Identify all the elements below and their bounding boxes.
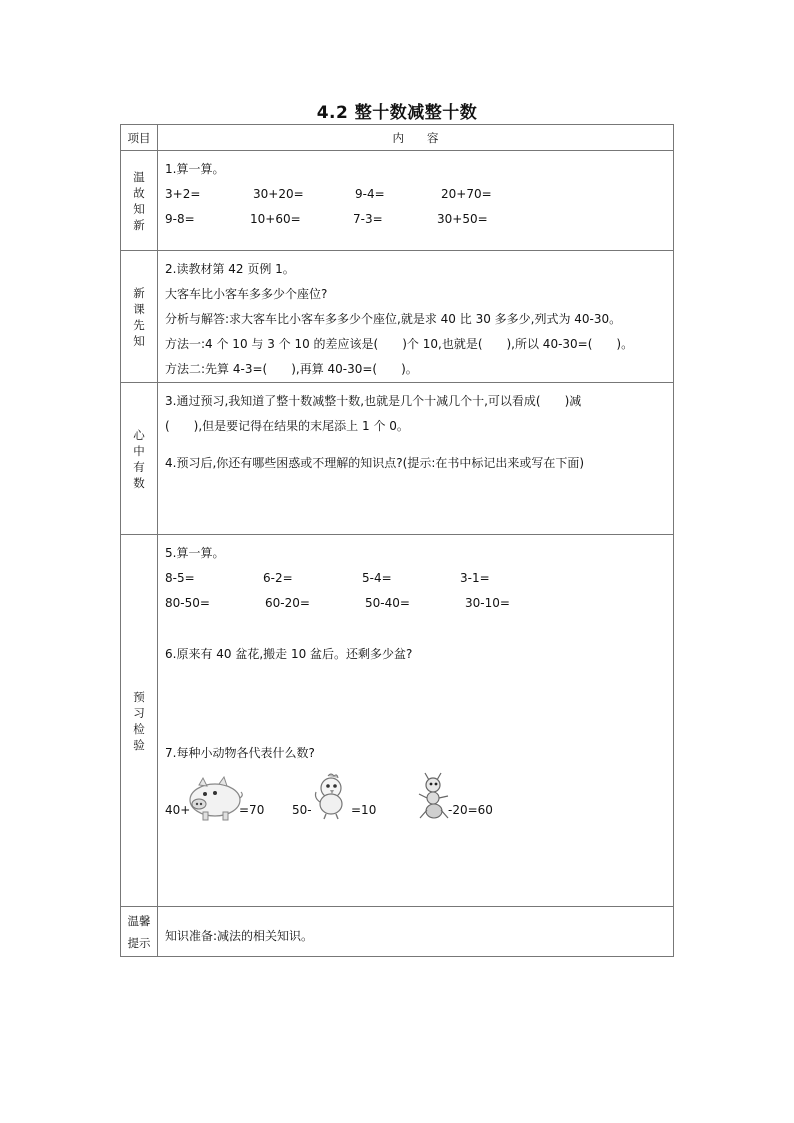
eq1-right: =70 <box>239 803 265 817</box>
section-review <box>158 151 674 251</box>
eq2-right: =10 <box>351 803 377 817</box>
new-line-3: 方法一:4 个 10 与 3 个 10 的差应该是( )个 10,也就是( ),所以 40-30=( )。 <box>165 337 634 351</box>
pig-icon <box>185 776 243 822</box>
lesson-table <box>120 124 674 957</box>
section-check <box>158 535 674 907</box>
new-line-4: 方法二:先算 4-3=( ),再算 40-30=( )。 <box>165 362 418 376</box>
question-1: 1.算一算。 <box>165 162 225 176</box>
section-mind <box>158 383 674 535</box>
expr: 8-5= <box>165 571 195 585</box>
question-3b: ( ),但是要记得在结果的末尾添上 1 个 0。 <box>165 419 409 433</box>
section-label-new: 新课先知 <box>121 251 158 383</box>
question-2: 2.读教材第 42 页例 1。 <box>165 262 295 276</box>
expr: 3-1= <box>460 571 490 585</box>
eq3-right: -20=60 <box>448 803 493 817</box>
expr: 30-10= <box>465 596 510 610</box>
review-row-2 <box>165 207 673 232</box>
check-row-1 <box>165 566 673 591</box>
expr: 7-3= <box>353 212 383 226</box>
new-line-1: 大客车比小客车多多少个座位? <box>165 287 328 301</box>
section-label-mind: 心中有数 <box>121 383 158 535</box>
expr: 9-4= <box>355 187 385 201</box>
question-4: 4.预习后,你还有哪些困惑或不理解的知识点?(提示:在书中标记出来或写在下面) <box>165 456 585 470</box>
section-label-review: 温故知新 <box>121 151 158 251</box>
question-7: 7.每种小动物各代表什么数? <box>165 746 315 760</box>
section-new <box>158 251 674 383</box>
animal-equations <box>165 772 673 842</box>
header-item: 项目 <box>121 125 158 151</box>
check-row-2 <box>165 591 673 616</box>
expr: 60-20= <box>265 596 310 610</box>
header-content: 内 容 <box>158 125 674 151</box>
section-label-check: 预习检验 <box>121 535 158 907</box>
page-title: 4.2 整十数减整十数 <box>316 103 478 123</box>
tip-text: 知识准备:减法的相关知识。 <box>165 928 314 943</box>
expr: 30+50= <box>437 212 488 226</box>
expr: 5-4= <box>362 571 392 585</box>
expr: 6-2= <box>263 571 293 585</box>
expr: 10+60= <box>250 212 301 226</box>
new-line-2: 分析与解答:求大客车比小客车多多少个座位,就是求 40 比 30 多多少,列式为 40-30。 <box>165 312 622 326</box>
expr: 3+2= <box>165 187 201 201</box>
eq2-left: 50- <box>292 803 312 817</box>
question-6: 6.原来有 40 盆花,搬走 10 盆后。还剩多少盆? <box>165 647 413 661</box>
expr: 80-50= <box>165 596 210 610</box>
expr: 9-8= <box>165 212 195 226</box>
section-label-tip: 温馨提示 <box>121 907 158 957</box>
expr: 20+70= <box>441 187 492 201</box>
expr: 50-40= <box>365 596 410 610</box>
question-5: 5.算一算。 <box>165 546 225 560</box>
review-row-1 <box>165 182 673 207</box>
expr: 30+20= <box>253 187 304 201</box>
eq1-left: 40+ <box>165 803 191 817</box>
section-tip <box>158 907 674 957</box>
question-3a: 3.通过预习,我知道了整十数减整十数,也就是几个十减几个十,可以看成( )减 <box>165 394 582 408</box>
chick-icon <box>311 772 351 820</box>
